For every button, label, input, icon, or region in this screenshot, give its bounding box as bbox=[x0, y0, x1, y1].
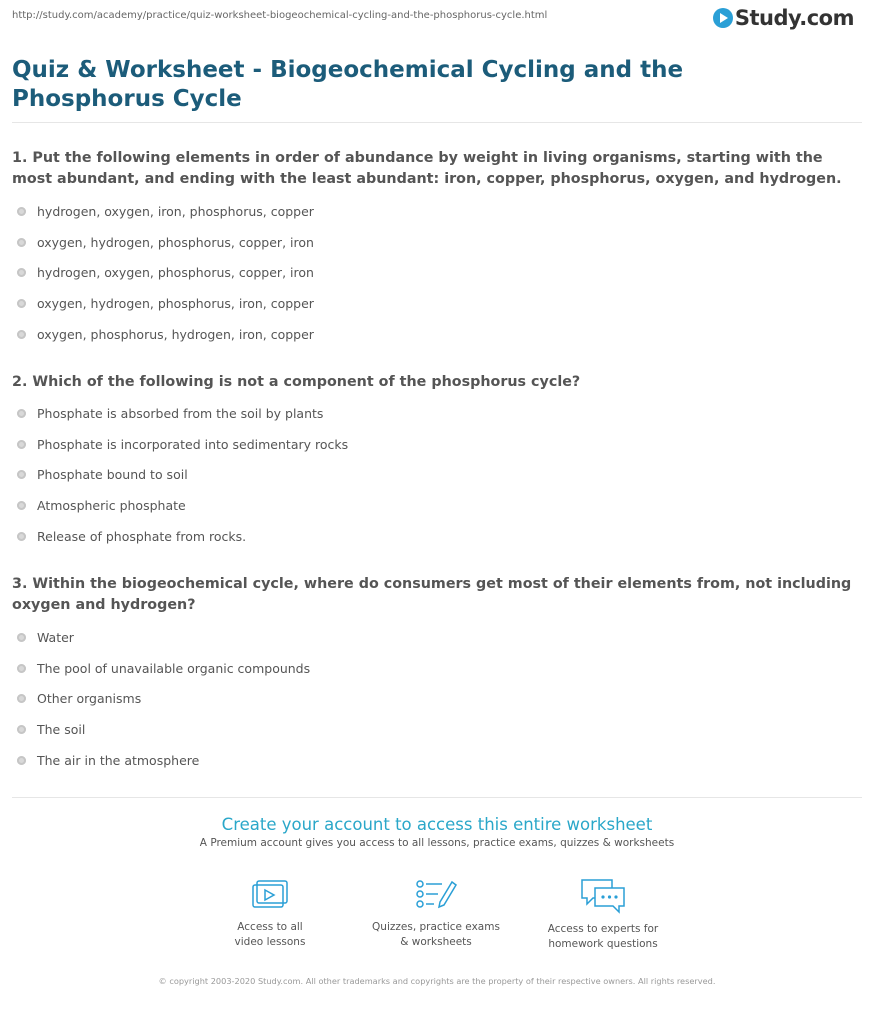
cta-divider bbox=[12, 797, 862, 798]
answer-option[interactable] bbox=[17, 690, 141, 706]
radio-icon[interactable] bbox=[17, 532, 26, 541]
radio-icon[interactable] bbox=[17, 268, 26, 277]
feature-label: Access to experts for homework questions bbox=[547, 923, 659, 950]
answer-option[interactable] bbox=[17, 436, 348, 452]
cta-subtitle: A Premium account gives you access to all lessons, practice exams, quizzes & worksheets bbox=[199, 837, 675, 849]
radio-icon[interactable] bbox=[17, 501, 26, 510]
feature-label: Quizzes, practice exams & worksheets bbox=[372, 921, 500, 948]
radio-icon[interactable] bbox=[17, 409, 26, 418]
study-logo[interactable] bbox=[713, 6, 854, 30]
answer-option[interactable] bbox=[17, 234, 314, 250]
answer-option[interactable] bbox=[17, 203, 314, 219]
option-label: Water bbox=[37, 629, 74, 645]
question-2: 2. Which of the following is not a component of the phosphorus cycle? bbox=[12, 374, 581, 390]
create-account-link[interactable]: Create your account to access this entire worksheet bbox=[221, 815, 653, 834]
option-label: oxygen, hydrogen, phosphorus, iron, copper bbox=[37, 295, 314, 311]
question-3: 3. Within the biogeochemical cycle, where do consumers get most of their elements from, not including oxygen and hydrogen? bbox=[12, 576, 852, 613]
feature-video-lessons bbox=[200, 876, 340, 950]
logo-text: Study.com bbox=[734, 6, 854, 30]
radio-icon[interactable] bbox=[17, 207, 26, 216]
option-label: Phosphate bound to soil bbox=[37, 466, 188, 482]
feature-quizzes bbox=[366, 876, 506, 950]
radio-icon[interactable] bbox=[17, 664, 26, 673]
question-1: 1. Put the following elements in order of abundance by weight in living organisms, starting with the most abundant, and ending with the least abundant: iron, copper, phosphorus, oxygen, and hydrogen. bbox=[12, 150, 842, 187]
option-label: The soil bbox=[37, 721, 86, 737]
option-label: oxygen, hydrogen, phosphorus, copper, iron bbox=[37, 234, 314, 250]
title-divider bbox=[12, 122, 862, 123]
page-title: Quiz & Worksheet - Biogeochemical Cycling and the Phosphorus Cycle bbox=[12, 57, 684, 112]
answer-option[interactable] bbox=[17, 466, 188, 482]
answer-option[interactable] bbox=[17, 752, 199, 768]
radio-icon[interactable] bbox=[17, 238, 26, 247]
play-logo-icon bbox=[713, 8, 733, 28]
option-label: oxygen, phosphorus, hydrogen, iron, copper bbox=[37, 326, 314, 342]
radio-icon[interactable] bbox=[17, 440, 26, 449]
answer-option[interactable] bbox=[17, 528, 246, 544]
copyright-notice: © copyright 2003-2020 Study.com. All other trademarks and copyrights are the property of their respective owners. All rights reserved. bbox=[158, 976, 716, 986]
answer-option[interactable] bbox=[17, 660, 310, 676]
option-label: hydrogen, oxygen, phosphorus, copper, iron bbox=[37, 264, 314, 280]
answer-option[interactable] bbox=[17, 264, 314, 280]
expert-chat-icon bbox=[579, 876, 627, 914]
answer-option[interactable] bbox=[17, 497, 186, 513]
radio-icon[interactable] bbox=[17, 633, 26, 642]
answer-option[interactable] bbox=[17, 721, 85, 737]
radio-icon[interactable] bbox=[17, 330, 26, 339]
radio-icon[interactable] bbox=[17, 299, 26, 308]
radio-icon[interactable] bbox=[17, 725, 26, 734]
radio-icon[interactable] bbox=[17, 694, 26, 703]
answer-option[interactable] bbox=[17, 405, 323, 421]
option-label: Atmospheric phosphate bbox=[37, 497, 186, 513]
radio-icon[interactable] bbox=[17, 470, 26, 479]
option-label: hydrogen, oxygen, iron, phosphorus, copper bbox=[37, 203, 314, 219]
video-lesson-icon bbox=[250, 876, 290, 912]
option-label: The air in the atmosphere bbox=[37, 752, 200, 768]
quiz-checklist-icon bbox=[414, 876, 458, 912]
answer-option[interactable] bbox=[17, 326, 314, 342]
page-url: http://study.com/academy/practice/quiz-worksheet-biogeochemical-cycling-and-the-phosphorus-cycle.html bbox=[12, 10, 548, 21]
answer-option[interactable] bbox=[17, 629, 74, 645]
option-label: Other organisms bbox=[37, 690, 142, 706]
option-label: Phosphate is incorporated into sedimentary rocks bbox=[37, 436, 349, 452]
answer-option[interactable] bbox=[17, 295, 314, 311]
feature-experts bbox=[533, 876, 673, 952]
radio-icon[interactable] bbox=[17, 756, 26, 765]
option-label: The pool of unavailable organic compounds bbox=[37, 660, 311, 676]
option-label: Release of phosphate from rocks. bbox=[37, 528, 247, 544]
option-label: Phosphate is absorbed from the soil by plants bbox=[37, 405, 324, 421]
feature-label: Access to all video lessons bbox=[234, 921, 306, 948]
